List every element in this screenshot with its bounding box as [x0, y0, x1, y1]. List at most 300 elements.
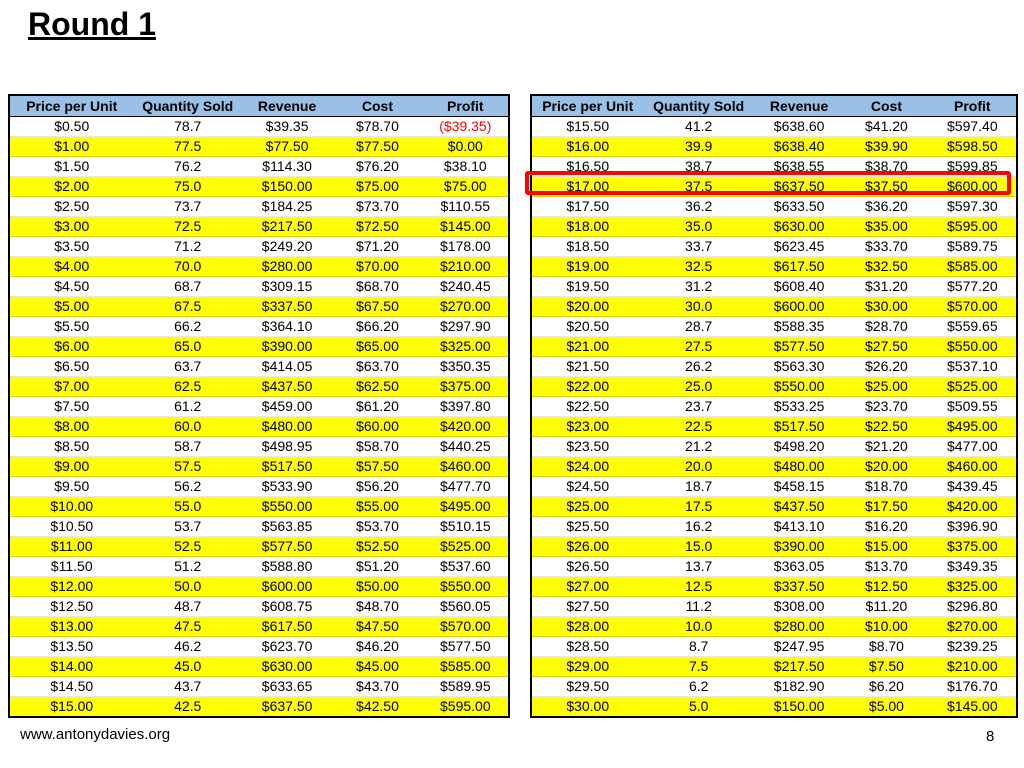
cell-price: $28.00 [531, 617, 643, 637]
cell-revenue: $459.00 [242, 397, 332, 417]
cell-profit: $145.00 [423, 217, 509, 237]
col-header-profit: Profit [423, 95, 509, 117]
cell-cost: $45.00 [332, 657, 422, 677]
cell-quantity: 23.7 [643, 397, 753, 417]
cell-quantity: 25.0 [643, 377, 753, 397]
cell-price: $4.00 [9, 257, 133, 277]
table-row [531, 417, 1017, 437]
cell-profit: $420.00 [423, 417, 509, 437]
cell-price: $13.50 [9, 637, 133, 657]
cell-profit: $599.85 [929, 157, 1017, 177]
cell-profit: $595.00 [929, 217, 1017, 237]
cell-cost: $15.00 [844, 537, 928, 557]
cell-price: $18.00 [531, 217, 643, 237]
cell-price: $3.50 [9, 237, 133, 257]
cell-quantity: 18.7 [643, 477, 753, 497]
table-row [9, 697, 509, 718]
cell-profit: $397.80 [423, 397, 509, 417]
cell-revenue: $577.50 [754, 337, 844, 357]
cell-price: $22.00 [531, 377, 643, 397]
col-header-cost: Cost [844, 95, 928, 117]
cell-revenue: $550.00 [754, 377, 844, 397]
cell-revenue: $533.25 [754, 397, 844, 417]
cell-quantity: 72.5 [133, 217, 241, 237]
cell-cost: $21.20 [844, 437, 928, 457]
table-header-row [531, 95, 1017, 117]
cell-cost: $23.70 [844, 397, 928, 417]
cell-price: $21.50 [531, 357, 643, 377]
cell-price: $12.00 [9, 577, 133, 597]
cell-quantity: 21.2 [643, 437, 753, 457]
cell-cost: $46.20 [332, 637, 422, 657]
cell-price: $16.00 [531, 137, 643, 157]
table-row [531, 337, 1017, 357]
cell-cost: $13.70 [844, 557, 928, 577]
cell-cost: $50.00 [332, 577, 422, 597]
table-header-row [9, 95, 509, 117]
cell-profit: $178.00 [423, 237, 509, 257]
cell-profit: $350.35 [423, 357, 509, 377]
cell-quantity: 22.5 [643, 417, 753, 437]
cell-cost: $39.90 [844, 137, 928, 157]
cell-price: $11.00 [9, 537, 133, 557]
cell-price: $12.50 [9, 597, 133, 617]
cell-revenue: $114.30 [242, 157, 332, 177]
cell-profit: $595.00 [423, 697, 509, 718]
table-row [9, 477, 509, 497]
cell-cost: $17.50 [844, 497, 928, 517]
cell-profit: $38.10 [423, 157, 509, 177]
cell-revenue: $458.15 [754, 477, 844, 497]
cell-cost: $16.20 [844, 517, 928, 537]
cell-profit: $585.00 [423, 657, 509, 677]
cell-revenue: $577.50 [242, 537, 332, 557]
cell-profit: $510.15 [423, 517, 509, 537]
cell-revenue: $414.05 [242, 357, 332, 377]
cell-quantity: 28.7 [643, 317, 753, 337]
table-row [531, 677, 1017, 697]
cell-revenue: $630.00 [754, 217, 844, 237]
cell-quantity: 37.5 [643, 177, 753, 197]
cell-profit: $297.90 [423, 317, 509, 337]
cell-revenue: $437.50 [242, 377, 332, 397]
cell-revenue: $637.50 [754, 177, 844, 197]
cell-price: $26.00 [531, 537, 643, 557]
cell-revenue: $280.00 [242, 257, 332, 277]
cell-cost: $61.20 [332, 397, 422, 417]
cell-profit: $0.00 [423, 137, 509, 157]
table-row [9, 437, 509, 457]
cell-cost: $62.50 [332, 377, 422, 397]
cell-quantity: 11.2 [643, 597, 753, 617]
cell-quantity: 17.5 [643, 497, 753, 517]
cell-price: $28.50 [531, 637, 643, 657]
cell-revenue: $437.50 [754, 497, 844, 517]
cell-profit: $240.45 [423, 277, 509, 297]
cell-cost: $76.20 [332, 157, 422, 177]
table-row [9, 217, 509, 237]
slide-title: Round 1 [28, 6, 156, 42]
cell-profit: $525.00 [929, 377, 1017, 397]
cell-profit: $570.00 [929, 297, 1017, 317]
cell-price: $7.50 [9, 397, 133, 417]
cell-price: $25.00 [531, 497, 643, 517]
table-row [531, 537, 1017, 557]
table-row [531, 317, 1017, 337]
cell-price: $18.50 [531, 237, 643, 257]
cell-profit: $296.80 [929, 597, 1017, 617]
cell-revenue: $182.90 [754, 677, 844, 697]
cell-revenue: $623.45 [754, 237, 844, 257]
cell-price: $30.00 [531, 697, 643, 718]
table-body-left [9, 117, 509, 718]
cell-profit: $239.25 [929, 637, 1017, 657]
cell-price: $14.50 [9, 677, 133, 697]
table-row [531, 217, 1017, 237]
cell-revenue: $217.50 [754, 657, 844, 677]
cell-revenue: $337.50 [242, 297, 332, 317]
cell-cost: $6.20 [844, 677, 928, 697]
table-row [9, 357, 509, 377]
table-row [9, 377, 509, 397]
col-header-cost: Cost [332, 95, 422, 117]
cell-profit: $600.00 [929, 177, 1017, 197]
cell-quantity: 60.0 [133, 417, 241, 437]
cell-price: $2.00 [9, 177, 133, 197]
cell-profit: $537.10 [929, 357, 1017, 377]
table-row [9, 117, 509, 137]
table-row [9, 577, 509, 597]
cell-profit: $525.00 [423, 537, 509, 557]
table-row [531, 517, 1017, 537]
cell-profit: $375.00 [423, 377, 509, 397]
cell-revenue: $600.00 [754, 297, 844, 317]
col-header-profit: Profit [929, 95, 1017, 117]
table-row [531, 597, 1017, 617]
col-header-price: Price per Unit [531, 95, 643, 117]
cell-quantity: 70.0 [133, 257, 241, 277]
cell-price: $5.50 [9, 317, 133, 337]
cell-quantity: 52.5 [133, 537, 241, 557]
cell-revenue: $308.00 [754, 597, 844, 617]
col-header-revenue: Revenue [242, 95, 332, 117]
cell-price: $20.00 [531, 297, 643, 317]
cell-revenue: $498.95 [242, 437, 332, 457]
cell-revenue: $517.50 [754, 417, 844, 437]
table-row [9, 457, 509, 477]
table-row [9, 537, 509, 557]
cell-cost: $37.50 [844, 177, 928, 197]
cell-profit: $349.35 [929, 557, 1017, 577]
cell-profit: $440.25 [423, 437, 509, 457]
cell-revenue: $588.80 [242, 557, 332, 577]
cell-quantity: 36.2 [643, 197, 753, 217]
table-row [531, 557, 1017, 577]
cell-quantity: 78.7 [133, 117, 241, 137]
cell-revenue: $337.50 [754, 577, 844, 597]
cell-quantity: 8.7 [643, 637, 753, 657]
footer-url: www.antonydavies.org [20, 726, 171, 743]
table-row [531, 437, 1017, 457]
cell-revenue: $633.65 [242, 677, 332, 697]
table-row [531, 397, 1017, 417]
cell-quantity: 65.0 [133, 337, 241, 357]
table-row [9, 557, 509, 577]
cell-revenue: $638.55 [754, 157, 844, 177]
cell-cost: $68.70 [332, 277, 422, 297]
cell-cost: $65.00 [332, 337, 422, 357]
cell-cost: $66.20 [332, 317, 422, 337]
cell-profit: $145.00 [929, 697, 1017, 718]
table-row [9, 597, 509, 617]
page-number: 8 [986, 728, 995, 745]
cell-quantity: 46.2 [133, 637, 241, 657]
cell-profit: $597.30 [929, 197, 1017, 217]
col-header-quantity: Quantity Sold [643, 95, 753, 117]
cell-price: $11.50 [9, 557, 133, 577]
cell-quantity: 53.7 [133, 517, 241, 537]
cell-quantity: 50.0 [133, 577, 241, 597]
table-row [9, 197, 509, 217]
cell-revenue: $39.35 [242, 117, 332, 137]
cell-cost: $26.20 [844, 357, 928, 377]
cell-quantity: 27.5 [643, 337, 753, 357]
cell-revenue: $498.20 [754, 437, 844, 457]
cell-profit: $325.00 [423, 337, 509, 357]
col-header-quantity: Quantity Sold [133, 95, 241, 117]
table-row [531, 657, 1017, 677]
cell-price: $17.50 [531, 197, 643, 217]
cell-revenue: $150.00 [242, 177, 332, 197]
cell-revenue: $363.05 [754, 557, 844, 577]
cell-price: $8.50 [9, 437, 133, 457]
cell-profit: $110.55 [423, 197, 509, 217]
cell-price: $14.00 [9, 657, 133, 677]
cell-cost: $20.00 [844, 457, 928, 477]
cell-profit: $477.00 [929, 437, 1017, 457]
cell-profit: $75.00 [423, 177, 509, 197]
cell-price: $21.00 [531, 337, 643, 357]
cell-quantity: 66.2 [133, 317, 241, 337]
cell-revenue: $249.20 [242, 237, 332, 257]
cell-quantity: 75.0 [133, 177, 241, 197]
cell-revenue: $480.00 [754, 457, 844, 477]
cell-cost: $52.50 [332, 537, 422, 557]
cell-revenue: $623.70 [242, 637, 332, 657]
cell-cost: $55.00 [332, 497, 422, 517]
cell-revenue: $533.90 [242, 477, 332, 497]
cell-price: $19.50 [531, 277, 643, 297]
col-header-revenue: Revenue [754, 95, 844, 117]
cell-cost: $28.70 [844, 317, 928, 337]
cell-price: $27.00 [531, 577, 643, 597]
cell-quantity: 20.0 [643, 457, 753, 477]
cell-price: $8.00 [9, 417, 133, 437]
table-row [531, 297, 1017, 317]
cell-cost: $56.20 [332, 477, 422, 497]
cell-revenue: $608.40 [754, 277, 844, 297]
cell-cost: $53.70 [332, 517, 422, 537]
cell-cost: $57.50 [332, 457, 422, 477]
table-row [9, 257, 509, 277]
table-row [9, 497, 509, 517]
cell-profit: $537.60 [423, 557, 509, 577]
table-row [9, 337, 509, 357]
cell-quantity: 76.2 [133, 157, 241, 177]
cell-price: $27.50 [531, 597, 643, 617]
cell-price: $0.50 [9, 117, 133, 137]
cell-cost: $43.70 [332, 677, 422, 697]
table-row [9, 297, 509, 317]
cell-profit: $460.00 [423, 457, 509, 477]
cell-profit: $577.50 [423, 637, 509, 657]
cell-quantity: 10.0 [643, 617, 753, 637]
cell-cost: $32.50 [844, 257, 928, 277]
cell-quantity: 47.5 [133, 617, 241, 637]
cell-revenue: $617.50 [754, 257, 844, 277]
cell-revenue: $608.75 [242, 597, 332, 617]
cell-price: $6.50 [9, 357, 133, 377]
cell-quantity: 30.0 [643, 297, 753, 317]
cell-cost: $72.50 [332, 217, 422, 237]
cell-profit: $495.00 [929, 417, 1017, 437]
cell-quantity: 38.7 [643, 157, 753, 177]
table-row [531, 117, 1017, 137]
cell-price: $9.00 [9, 457, 133, 477]
cell-profit: $550.00 [929, 337, 1017, 357]
cell-quantity: 39.9 [643, 137, 753, 157]
cell-cost: $33.70 [844, 237, 928, 257]
cell-revenue: $637.50 [242, 697, 332, 718]
cell-cost: $71.20 [332, 237, 422, 257]
cell-cost: $36.20 [844, 197, 928, 217]
cell-cost: $30.00 [844, 297, 928, 317]
cell-price: $29.50 [531, 677, 643, 697]
cell-revenue: $588.35 [754, 317, 844, 337]
cell-cost: $10.00 [844, 617, 928, 637]
cell-price: $17.00 [531, 177, 643, 197]
cell-quantity: 15.0 [643, 537, 753, 557]
cell-cost: $67.50 [332, 297, 422, 317]
cell-cost: $12.50 [844, 577, 928, 597]
cell-revenue: $600.00 [242, 577, 332, 597]
cell-revenue: $550.00 [242, 497, 332, 517]
cell-revenue: $563.85 [242, 517, 332, 537]
cell-revenue: $633.50 [754, 197, 844, 217]
cell-profit: $210.00 [423, 257, 509, 277]
cell-quantity: 12.5 [643, 577, 753, 597]
cell-revenue: $150.00 [754, 697, 844, 718]
cell-quantity: 77.5 [133, 137, 241, 157]
cell-price: $19.00 [531, 257, 643, 277]
cell-profit: $570.00 [423, 617, 509, 637]
cell-profit: $509.55 [929, 397, 1017, 417]
cell-cost: $51.20 [332, 557, 422, 577]
table-row [9, 617, 509, 637]
table-row [9, 237, 509, 257]
cell-revenue: $390.00 [242, 337, 332, 357]
cell-cost: $73.70 [332, 197, 422, 217]
table-body-right [531, 117, 1017, 718]
cell-profit: $396.90 [929, 517, 1017, 537]
cell-profit: $577.20 [929, 277, 1017, 297]
table-row [9, 637, 509, 657]
table-row [9, 137, 509, 157]
cell-quantity: 71.2 [133, 237, 241, 257]
cell-profit: $560.05 [423, 597, 509, 617]
cell-price: $26.50 [531, 557, 643, 577]
table-row [531, 137, 1017, 157]
cell-cost: $7.50 [844, 657, 928, 677]
cell-profit: $559.65 [929, 317, 1017, 337]
table-row [9, 517, 509, 537]
cell-revenue: $563.30 [754, 357, 844, 377]
cell-cost: $38.70 [844, 157, 928, 177]
cell-revenue: $638.60 [754, 117, 844, 137]
cell-quantity: 73.7 [133, 197, 241, 217]
cell-revenue: $364.10 [242, 317, 332, 337]
cell-cost: $31.20 [844, 277, 928, 297]
table-row [531, 577, 1017, 597]
cell-price: $15.50 [531, 117, 643, 137]
cell-cost: $58.70 [332, 437, 422, 457]
cell-quantity: 41.2 [643, 117, 753, 137]
cell-price: $24.00 [531, 457, 643, 477]
table-row [531, 177, 1017, 197]
cell-revenue: $617.50 [242, 617, 332, 637]
cell-price: $10.00 [9, 497, 133, 517]
cell-cost: $77.50 [332, 137, 422, 157]
cell-price: $3.00 [9, 217, 133, 237]
table-row [9, 397, 509, 417]
cell-profit: $270.00 [423, 297, 509, 317]
table-row [9, 317, 509, 337]
cell-price: $10.50 [9, 517, 133, 537]
cell-revenue: $517.50 [242, 457, 332, 477]
cell-quantity: 57.5 [133, 457, 241, 477]
cell-price: $23.50 [531, 437, 643, 457]
table-row [9, 677, 509, 697]
cell-quantity: 43.7 [133, 677, 241, 697]
cell-quantity: 63.7 [133, 357, 241, 377]
table-row [9, 177, 509, 197]
cell-cost: $42.50 [332, 697, 422, 718]
table-row [531, 197, 1017, 217]
cell-quantity: 67.5 [133, 297, 241, 317]
cell-cost: $41.20 [844, 117, 928, 137]
table-row [9, 657, 509, 677]
cell-revenue: $390.00 [754, 537, 844, 557]
price-table-right [530, 94, 1018, 718]
cell-quantity: 35.0 [643, 217, 753, 237]
cell-revenue: $184.25 [242, 197, 332, 217]
price-table-left [8, 94, 510, 718]
cell-profit: $270.00 [929, 617, 1017, 637]
table-row [9, 157, 509, 177]
cell-quantity: 6.2 [643, 677, 753, 697]
cell-price: $13.00 [9, 617, 133, 637]
cell-quantity: 58.7 [133, 437, 241, 457]
cell-quantity: 51.2 [133, 557, 241, 577]
cell-profit: $375.00 [929, 537, 1017, 557]
cell-cost: $60.00 [332, 417, 422, 437]
cell-quantity: 16.2 [643, 517, 753, 537]
cell-quantity: 61.2 [133, 397, 241, 417]
cell-profit: $589.95 [423, 677, 509, 697]
cell-price: $16.50 [531, 157, 643, 177]
cell-cost: $35.00 [844, 217, 928, 237]
table-row [531, 277, 1017, 297]
